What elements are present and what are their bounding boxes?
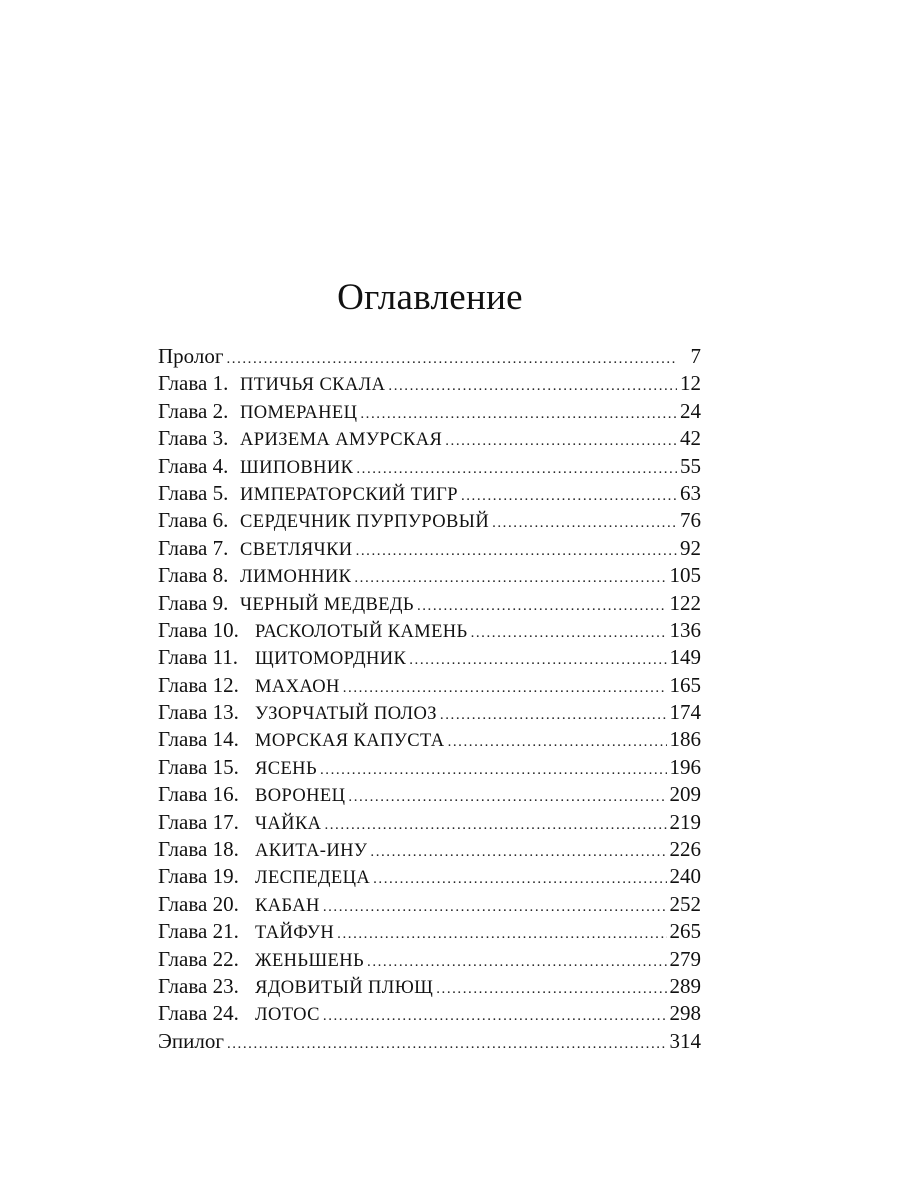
dot-leader <box>492 510 677 537</box>
toc-entry-chapter-5[interactable] <box>158 480 701 507</box>
entry-title: Пролог <box>158 344 224 368</box>
dot-leader <box>354 565 666 592</box>
entry-label <box>158 535 353 564</box>
entry-title: ВОРОНЕЦ <box>255 786 346 807</box>
entry-label <box>158 672 340 701</box>
chapter-number: Глава 14. <box>158 727 239 752</box>
dot-leader <box>360 401 677 428</box>
toc-entry-chapter-6[interactable] <box>158 507 701 534</box>
toc-entry-chapter-3[interactable] <box>158 425 701 452</box>
toc-entry-chapter-17[interactable] <box>158 809 701 836</box>
entry-title: ЛИМОННИК <box>240 567 352 588</box>
entry-title: ЯДОВИТЫЙ ПЛЮЩ <box>255 977 434 998</box>
toc-entry-chapter-18[interactable] <box>158 836 701 863</box>
entry-label <box>158 644 406 673</box>
chapter-number: Глава 21. <box>158 919 239 944</box>
dot-leader <box>448 729 667 756</box>
entry-label <box>158 370 385 399</box>
page-number: 122 <box>669 590 701 615</box>
page-number: 186 <box>669 727 701 752</box>
page-number: 12 <box>680 371 701 396</box>
toc-entry-prologue[interactable] <box>158 343 701 370</box>
entry-label <box>158 343 223 370</box>
dot-leader <box>417 593 667 620</box>
entry-title: МОРСКАЯ КАПУСТА <box>255 731 445 752</box>
page-number: 149 <box>669 645 701 670</box>
toc-entry-chapter-11[interactable] <box>158 644 701 671</box>
toc-entry-chapter-21[interactable] <box>158 918 701 945</box>
page-title: Оглавление <box>337 277 523 318</box>
entry-label <box>158 973 433 1002</box>
entry-title: ЛЕСПЕДЕЦА <box>255 868 371 889</box>
page-number: 24 <box>680 398 701 423</box>
page-number: 136 <box>669 617 701 642</box>
entry-label <box>158 590 414 619</box>
chapter-number: Глава 17. <box>158 809 239 834</box>
entry-label <box>158 726 445 755</box>
chapter-number: Глава 12. <box>158 672 239 697</box>
entry-label <box>158 946 364 975</box>
page-number: 226 <box>669 837 701 862</box>
toc-entry-chapter-8[interactable] <box>158 562 701 589</box>
entry-title: ЩИТОМОРДНИК <box>255 649 407 670</box>
chapter-number: Глава 24. <box>158 1001 239 1026</box>
chapter-number: Глава 8. <box>158 563 229 588</box>
toc-entry-chapter-14[interactable] <box>158 726 701 753</box>
entry-title: МАХАОН <box>255 676 340 697</box>
entry-label <box>158 562 351 591</box>
page-number: 55 <box>680 453 701 478</box>
page-number: 298 <box>669 1001 701 1026</box>
chapter-number: Глава 11. <box>158 645 239 670</box>
page-number: 279 <box>669 946 701 971</box>
entry-label <box>158 507 489 536</box>
toc-entry-chapter-16[interactable] <box>158 781 701 808</box>
page-number: 209 <box>669 782 701 807</box>
chapter-number: Глава 18. <box>158 837 239 862</box>
entry-title: Эпилог <box>158 1028 224 1053</box>
toc-entry-chapter-24[interactable] <box>158 1000 701 1027</box>
entry-label <box>158 699 437 728</box>
entry-label <box>158 425 442 454</box>
toc-entry-chapter-22[interactable] <box>158 946 701 973</box>
entry-title: АРИЗЕМА АМУРСКАЯ <box>240 430 443 451</box>
entry-title: АКИТА-ИНУ <box>255 841 368 862</box>
chapter-number: Глава 19. <box>158 864 239 889</box>
entry-label <box>158 809 321 838</box>
entry-title: СВЕТЛЯЧКИ <box>240 539 353 560</box>
toc-entry-epilogue[interactable] <box>158 1028 701 1055</box>
toc-entry-chapter-2[interactable] <box>158 398 701 425</box>
dot-leader <box>370 839 666 866</box>
page-number: 289 <box>669 973 701 998</box>
dot-leader <box>226 346 687 373</box>
dot-leader <box>356 456 677 483</box>
toc-entry-chapter-15[interactable] <box>158 754 701 781</box>
dot-leader <box>440 702 667 729</box>
entry-label <box>158 781 345 810</box>
entry-title: ПОМЕРАНЕЦ <box>240 402 358 423</box>
entry-label <box>158 754 317 783</box>
page-number: 174 <box>669 700 701 725</box>
dot-leader <box>343 675 667 702</box>
dot-leader <box>373 866 666 893</box>
entry-title: УЗОРЧАТЫЙ ПОЛОЗ <box>255 704 437 725</box>
toc-entry-chapter-20[interactable] <box>158 891 701 918</box>
chapter-number: Глава 9. <box>158 590 229 615</box>
entry-label <box>158 398 357 427</box>
entry-title: ЯСЕНЬ <box>255 758 317 779</box>
page-number: 314 <box>669 1028 701 1053</box>
chapter-number: Глава 10. <box>158 617 239 642</box>
entry-title: ШИПОВНИК <box>240 457 354 478</box>
chapter-number: Глава 6. <box>158 508 229 533</box>
entry-title: КАБАН <box>255 895 320 916</box>
page-number: 165 <box>669 672 701 697</box>
dot-leader <box>337 921 666 948</box>
chapter-number: Глава 22. <box>158 946 239 971</box>
page-number: 219 <box>669 809 701 834</box>
entry-title: ПТИЧЬЯ СКАЛА <box>240 375 386 396</box>
dot-leader <box>348 784 666 811</box>
dot-leader <box>409 647 666 674</box>
entry-label <box>158 863 370 892</box>
entry-label <box>158 836 367 865</box>
dot-leader <box>367 949 666 976</box>
entry-title: ЧЕРНЫЙ МЕДВЕДЬ <box>240 594 414 615</box>
chapter-number: Глава 23. <box>158 973 239 998</box>
entry-title: ЛОТОС <box>255 1005 320 1026</box>
chapter-number: Глава 7. <box>158 535 229 560</box>
chapter-number: Глава 13. <box>158 700 239 725</box>
toc-entry-chapter-7[interactable] <box>158 535 701 562</box>
entry-title: СЕРДЕЧНИК ПУРПУРОВЫЙ <box>240 512 490 533</box>
dot-leader <box>227 1031 667 1058</box>
dot-leader <box>388 373 677 400</box>
toc-entry-chapter-13[interactable] <box>158 699 701 726</box>
page-number: 105 <box>669 563 701 588</box>
entry-title: ИМПЕРАТОРСКИЙ ТИГР <box>240 484 458 505</box>
chapter-number: Глава 5. <box>158 480 229 505</box>
toc-entry-chapter-12[interactable] <box>158 672 701 699</box>
toc-entry-chapter-19[interactable] <box>158 863 701 890</box>
entry-label <box>158 918 334 947</box>
page-number: 92 <box>680 535 701 560</box>
entry-label <box>158 1000 320 1029</box>
entry-label <box>158 480 458 509</box>
chapter-number: Глава 15. <box>158 754 239 779</box>
entry-label <box>158 1028 224 1055</box>
dot-leader <box>436 976 666 1003</box>
dot-leader <box>323 894 667 921</box>
dot-leader <box>471 620 667 647</box>
entry-title: ТАЙФУН <box>255 923 335 944</box>
chapter-number: Глава 2. <box>158 398 229 423</box>
chapter-number: Глава 4. <box>158 453 229 478</box>
toc-entry-chapter-9[interactable] <box>158 590 701 617</box>
page-number: 196 <box>669 754 701 779</box>
chapter-number: Глава 20. <box>158 891 239 916</box>
toc-entry-chapter-1[interactable] <box>158 370 701 397</box>
page-number: 240 <box>669 864 701 889</box>
chapter-number: Глава 1. <box>158 371 229 396</box>
dot-leader <box>323 1003 667 1030</box>
toc-entry-chapter-4[interactable] <box>158 453 701 480</box>
dot-leader <box>445 428 677 455</box>
page-number: 265 <box>669 919 701 944</box>
dot-leader <box>356 538 677 565</box>
entry-title: РАСКОЛОТЫЙ КАМЕНЬ <box>255 621 468 642</box>
page-number: 7 <box>690 344 701 368</box>
entry-label <box>158 891 320 920</box>
toc-entry-chapter-10[interactable] <box>158 617 701 644</box>
entry-title: ЧАЙКА <box>255 813 322 834</box>
dot-leader <box>461 483 677 510</box>
dot-leader <box>320 757 667 784</box>
page-number: 76 <box>680 508 701 533</box>
page-number: 42 <box>680 426 701 451</box>
entry-label <box>158 453 353 482</box>
table-of-contents <box>158 343 701 1055</box>
page-number: 252 <box>669 891 701 916</box>
entry-label <box>158 617 468 646</box>
page-number: 63 <box>680 480 701 505</box>
chapter-number: Глава 3. <box>158 426 229 451</box>
entry-title: ЖЕНЬШЕНЬ <box>255 950 365 971</box>
chapter-number: Глава 16. <box>158 782 239 807</box>
dot-leader <box>324 812 666 839</box>
toc-entry-chapter-23[interactable] <box>158 973 701 1000</box>
